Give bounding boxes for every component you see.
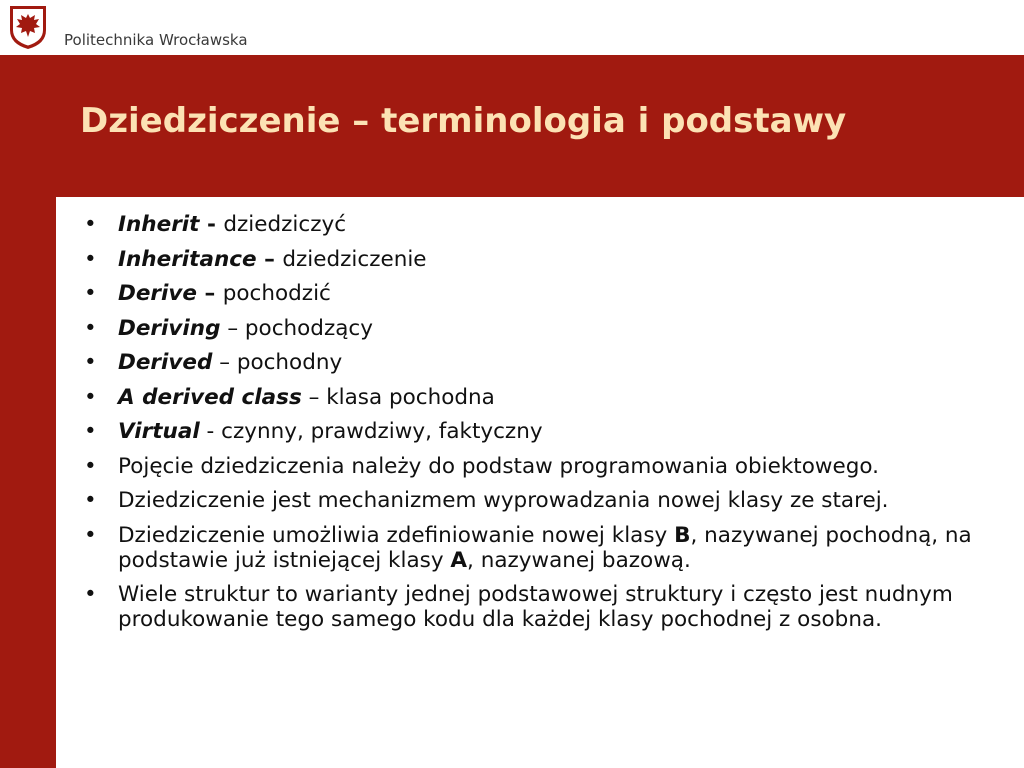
statement-text: , nazywanej bazową. — [467, 547, 691, 573]
term: Derive — [118, 281, 197, 306]
term-definition: pochodny — [236, 350, 343, 375]
bullet-list — [82, 212, 1002, 642]
bullet-dot: • — [84, 384, 97, 410]
bullet-dot: • — [84, 315, 97, 341]
list-item — [82, 488, 1002, 513]
term-separator: – — [220, 315, 245, 341]
list-item — [82, 281, 1002, 306]
list-item — [82, 316, 1002, 341]
list-item — [82, 454, 1002, 479]
list-item — [82, 247, 1002, 272]
term-separator: – — [301, 384, 327, 410]
statement-text: Wiele struktur to warianty jednej podstawowej struktury i często jest nudnym produkowanie tego samego kodu dla każdej klasy pochodnej z osobna. — [118, 582, 953, 632]
slide-title: Dziedziczenie – terminologia i podstawy — [80, 101, 847, 141]
term-definition: pochodzący — [244, 315, 373, 341]
term: Inheritance — [118, 246, 257, 272]
bullet-dot: • — [84, 582, 97, 607]
term-definition: klasa pochodna — [326, 384, 495, 410]
list-item — [82, 212, 1002, 237]
term-separator: – — [197, 281, 223, 306]
title-band — [56, 55, 1024, 197]
term-separator: - — [199, 419, 222, 444]
bullet-dot: • — [84, 281, 97, 306]
term-separator: – — [212, 350, 237, 375]
term-separator: - — [199, 212, 224, 237]
term: Deriving — [118, 315, 221, 341]
eagle-shield-icon — [8, 4, 48, 51]
term: A derived class — [118, 384, 302, 410]
term: Derived — [118, 350, 213, 375]
bullet-dot: • — [84, 212, 97, 237]
list-item — [82, 419, 1002, 444]
statement-text: Pojęcie dziedziczenia należy do podstaw programowania obiektowego. — [118, 453, 879, 479]
bullet-dot: • — [84, 419, 97, 444]
class-name-b: B — [674, 522, 691, 548]
bullet-dot: • — [84, 350, 97, 375]
statement-text: Dziedziczenie umożliwia zdefiniowanie nowej klasy — [118, 522, 675, 548]
list-item — [82, 582, 1002, 632]
org-name: Politechnika Wrocławska — [64, 31, 248, 49]
bullet-dot: • — [84, 522, 97, 548]
left-accent-bar — [0, 55, 56, 768]
list-item — [82, 523, 1002, 573]
statement-text: , nazywanej pochodną, na podstawie już istniejącej klasy — [118, 522, 972, 573]
bullet-dot: • — [84, 453, 97, 479]
term: Inherit — [118, 212, 200, 237]
term-definition: pochodzić — [222, 281, 331, 306]
bullet-dot: • — [84, 488, 97, 513]
statement-text: Dziedziczenie jest mechanizmem wyprowadzania nowej klasy ze starej. — [118, 488, 889, 513]
term: Virtual — [118, 419, 200, 444]
bullet-dot: • — [84, 246, 97, 272]
term-definition: dziedziczyć — [223, 212, 347, 237]
logo-area — [0, 0, 56, 55]
term-definition: dziedziczenie — [282, 246, 427, 272]
term-separator: – — [256, 246, 283, 272]
list-item — [82, 350, 1002, 375]
list-item — [82, 385, 1002, 410]
term-definition: czynny, prawdziwy, faktyczny — [221, 419, 543, 444]
class-name-a: A — [450, 547, 468, 573]
